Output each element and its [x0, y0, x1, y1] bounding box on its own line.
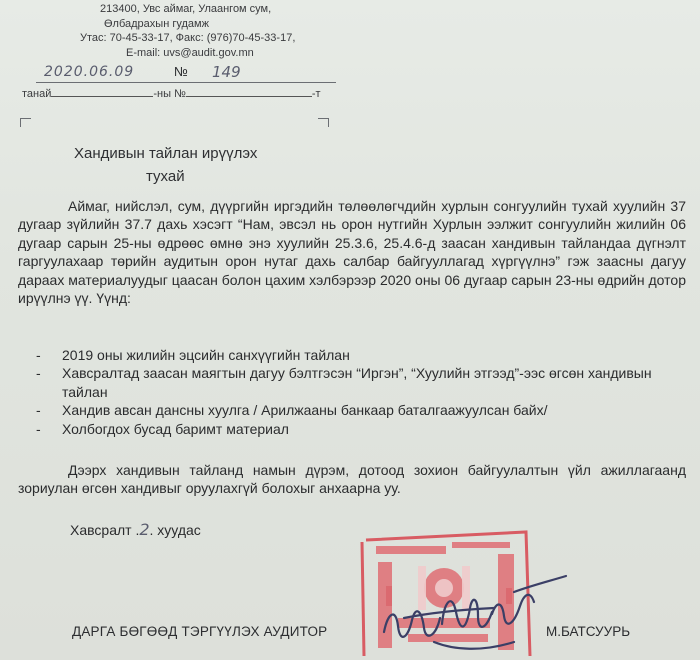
letterhead-address	[80, 2, 296, 60]
number-sign: №	[174, 64, 188, 79]
address-corner-mark-left	[20, 118, 31, 127]
address-corner-mark-right	[318, 118, 329, 127]
email-line: E-mail: uvs@audit.gov.mn	[126, 46, 254, 59]
materials-list	[36, 346, 676, 438]
attachment-prefix: Хавсралт .	[70, 522, 140, 538]
reply-middle: -ны №	[153, 88, 186, 100]
reply-date-blank	[51, 86, 153, 97]
registration-date: 2020.06.09	[44, 64, 135, 80]
body-paragraph-2: Дээрх хандивын тайланд намын дүрэм, дотоод зохион байгуулалтын үйл ажиллагаанд зориулан өгсөн хандивыг оруулахгүй болохыг анхаарна уу.	[18, 462, 686, 497]
attachment-suffix: . хуудас	[149, 522, 201, 538]
signatory-title: ДАРГА БӨГӨӨД ТЭРГҮҮЛЭХ АУДИТОР	[72, 624, 328, 639]
registration-line	[36, 64, 336, 83]
letter-subject	[74, 142, 257, 188]
reply-prefix: танай	[22, 88, 52, 100]
list-item: - Хавсралтад заасан маягтын дагуу бэлтгэсэн “Иргэн”, “Хуулийн этгээд”-ээс өгсөн хандивын тайлан	[36, 364, 676, 401]
body-paragraph-1: Аймаг, нийслэл, сум, дүүргийн иргэдийн төлөөлөгчдийн хурлын сонгуулийн тухай хуулийн 37 дугаар зүйлийн 37.7 дахь хэсэгт “Нам, эвсэл нь орон нутгийн Хурлын ээлжит сонгуулийн жилийн 06 дугаар сарын 25-ны өдрөөс өмнө энэ хуулийн 25.3.6, 25.4.6-д заасан хандивын тайландаа дүгнэлт гаргуулахаар төрийн аудитын орон нутаг дахь салбар байгууллагад хүргүүлнэ” гэж заасны дагуу дараах материалуудыг цаасан болон цахим хэлбэрээр 2020 оны 06 дугаар сарын 23-ны өдрийн дотор ирүүлнэ үү. Үүнд:	[18, 198, 686, 307]
list-item: - Холбогдох бусад баримт материал	[36, 420, 676, 438]
street-line: Өлбадрахын гудамж	[104, 17, 209, 30]
subject-line-2: тухай	[146, 168, 185, 185]
reply-number-blank	[186, 86, 312, 97]
list-item: - Хандив авсан дансны хуулга / Арилжааны банкаар баталгаажуулсан байх/	[36, 401, 676, 419]
reply-suffix: -т	[311, 88, 321, 100]
list-item: - 2019 оны жилийн эцсийн санхүүгийн тайлан	[36, 346, 676, 364]
subject-line-1: Хандивын тайлан ирүүлэх	[74, 145, 258, 162]
attachment-count: 2	[139, 520, 150, 539]
reply-reference-line	[22, 86, 321, 100]
handwritten-signature	[374, 572, 574, 658]
signatory-name: М.БАТСУУРЬ	[546, 624, 631, 639]
address-line: 213400, Увс аймаг, Улаангом сум,	[100, 3, 272, 15]
registration-number: 149	[212, 63, 241, 81]
phone-fax-line: Утас: 70-45-33-17, Факс: (976)70-45-33-17,	[80, 32, 296, 44]
attachment-note	[70, 520, 201, 539]
